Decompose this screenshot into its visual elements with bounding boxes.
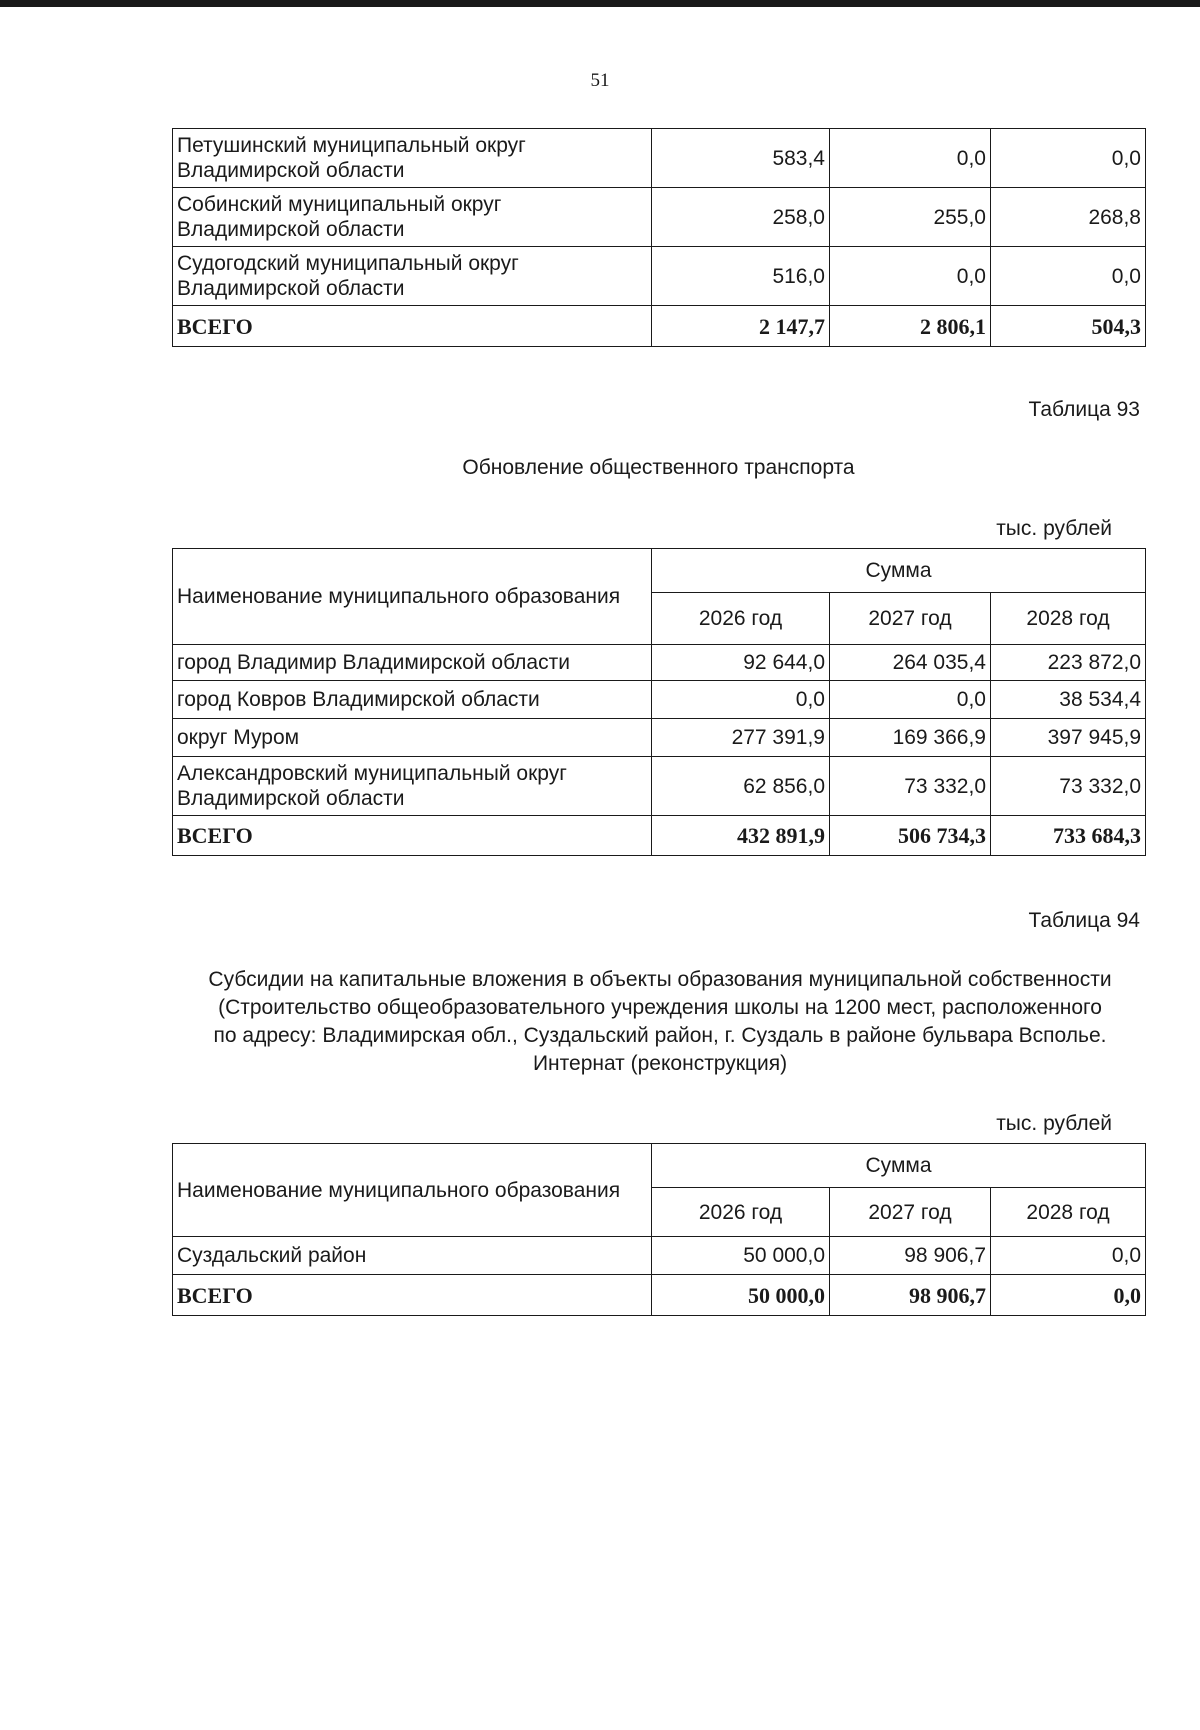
total-2026: 432 891,9 <box>652 816 830 856</box>
value-2027: 98 906,7 <box>830 1237 991 1275</box>
total-2026: 50 000,0 <box>652 1275 830 1316</box>
page-number: 51 <box>590 70 610 91</box>
table93-number: Таблица 93 <box>1028 398 1140 421</box>
total-label: ВСЕГО <box>173 816 652 856</box>
value-2027: 0,0 <box>830 681 991 719</box>
table94-title-line: Субсидии на капитальные вложения в объекты образования муниципальной собственности <box>208 968 1112 991</box>
header-row <box>173 549 1146 593</box>
header-year-2026: 2026 год <box>652 1188 830 1237</box>
header-year-2028: 2028 год <box>991 593 1146 645</box>
municipality-name: Судогодский муниципальный округ Владимирской области <box>173 247 652 306</box>
table-row <box>173 1237 1146 1275</box>
municipality-name: город Владимир Владимирской области <box>173 645 652 681</box>
municipality-name: округ Муром <box>173 719 652 757</box>
total-row <box>173 1275 1146 1316</box>
value-2026: 516,0 <box>652 247 830 306</box>
header-year-2027: 2027 год <box>830 1188 991 1237</box>
total-2028: 733 684,3 <box>991 816 1146 856</box>
table93-title: Обновление общественного транспорта <box>462 456 855 479</box>
table-row <box>173 681 1146 719</box>
value-2027: 0,0 <box>830 129 991 188</box>
header-name-col: Наименование муниципального образования <box>173 1144 652 1237</box>
top-border-line <box>0 0 1200 7</box>
total-2026: 2 147,7 <box>652 306 830 347</box>
value-2028: 38 534,4 <box>991 681 1146 719</box>
value-2028: 0,0 <box>991 247 1146 306</box>
total-row <box>173 306 1146 347</box>
municipality-name: город Ковров Владимирской области <box>173 681 652 719</box>
value-2028: 0,0 <box>991 129 1146 188</box>
table94-title-line: (Строительство общеобразовательного учреждения школы на 1200 мест, расположенного <box>218 996 1102 1019</box>
header-year-2027: 2027 год <box>830 593 991 645</box>
value-2027: 255,0 <box>830 188 991 247</box>
total-row <box>173 816 1146 856</box>
total-label: ВСЕГО <box>173 306 652 347</box>
value-2026: 277 391,9 <box>652 719 830 757</box>
table94-units: тыс. рублей <box>996 1112 1112 1135</box>
value-2027: 169 366,9 <box>830 719 991 757</box>
table94-title-line: Интернат (реконструкция) <box>532 1052 788 1075</box>
table94 <box>172 1143 1146 1316</box>
value-2026: 258,0 <box>652 188 830 247</box>
value-2028: 73 332,0 <box>991 757 1146 816</box>
header-year-2028: 2028 год <box>991 1188 1146 1237</box>
total-2027: 506 734,3 <box>830 816 991 856</box>
table94-title <box>100 966 1200 1078</box>
value-2026: 62 856,0 <box>652 757 830 816</box>
total-2028: 0,0 <box>991 1275 1146 1316</box>
table-row <box>173 129 1146 188</box>
table-row <box>173 247 1146 306</box>
value-2026: 92 644,0 <box>652 645 830 681</box>
total-2027: 98 906,7 <box>830 1275 991 1316</box>
total-2028: 504,3 <box>991 306 1146 347</box>
table93 <box>172 548 1146 856</box>
municipality-name: Суздальский район <box>173 1237 652 1275</box>
municipality-name: Петушинский муниципальный округ Владимирской области <box>173 129 652 188</box>
value-2027: 0,0 <box>830 247 991 306</box>
table93-units: тыс. рублей <box>996 517 1112 540</box>
table-row <box>173 188 1146 247</box>
value-2026: 50 000,0 <box>652 1237 830 1275</box>
table94-title-line: по адресу: Владимирская обл., Суздальский район, г. Суздаль в районе бульвара Всполье. <box>213 1024 1107 1047</box>
value-2028: 397 945,9 <box>991 719 1146 757</box>
table-row <box>173 645 1146 681</box>
table-row <box>173 757 1146 816</box>
total-2027: 2 806,1 <box>830 306 991 347</box>
header-sum: Сумма <box>652 1144 1146 1188</box>
value-2026: 583,4 <box>652 129 830 188</box>
municipality-name: Собинский муниципальный округ Владимирской области <box>173 188 652 247</box>
header-name-col: Наименование муниципального образования <box>173 549 652 645</box>
total-label: ВСЕГО <box>173 1275 652 1316</box>
table-row <box>173 719 1146 757</box>
table94-number: Таблица 94 <box>1028 909 1140 932</box>
value-2026: 0,0 <box>652 681 830 719</box>
header-sum: Сумма <box>652 549 1146 593</box>
value-2028: 268,8 <box>991 188 1146 247</box>
table-continued <box>172 128 1146 347</box>
header-year-2026: 2026 год <box>652 593 830 645</box>
value-2027: 73 332,0 <box>830 757 991 816</box>
value-2028: 0,0 <box>991 1237 1146 1275</box>
municipality-name: Александровский муниципальный округ Владимирской области <box>173 757 652 816</box>
header-row <box>173 1144 1146 1188</box>
value-2028: 223 872,0 <box>991 645 1146 681</box>
value-2027: 264 035,4 <box>830 645 991 681</box>
